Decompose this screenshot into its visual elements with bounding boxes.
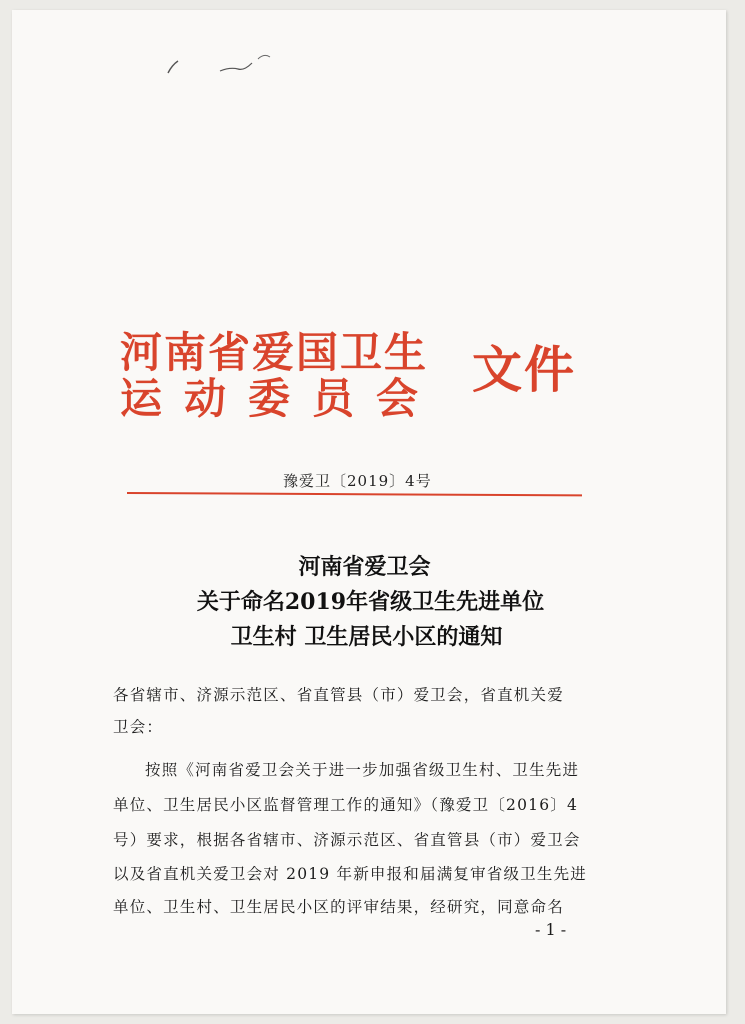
pen-mark <box>160 45 290 85</box>
title-line-3: 卫生村 卫生居民小区的通知 <box>230 624 503 650</box>
paragraph-line-4: 以及省直机关爱卫会对 2019 年新申报和届满复审省级卫生先进 <box>113 865 588 883</box>
issuer-name-line-1: 河南省爱国卫生 <box>120 328 429 377</box>
document-number: 豫爱卫〔2019〕4号 <box>283 472 432 490</box>
bleed-through-text <box>138 150 698 174</box>
salutation-line-2: 卫会： <box>113 718 164 736</box>
title-line-2: 关于命名2019年省级卫生先进单位 <box>196 589 545 615</box>
paragraph-line-2: 单位、卫生居民小区监督管理工作的通知》（豫爱卫〔2016〕4 <box>113 796 579 814</box>
paragraph-line-3: 号）要求，根据各省辖市、济源示范区、省直管县（市）爱卫会 <box>113 831 581 849</box>
paragraph-line-5: 单位、卫生村、卫生居民小区的评审结果，经研究，同意命名 <box>113 898 564 916</box>
page-number: - 1 - <box>535 920 567 939</box>
salutation-line-1: 各省辖市、济源示范区、省直管县（市）爱卫会，省直机关爱 <box>113 686 564 704</box>
issuer-name-line-2: 运动委员会 <box>120 374 441 423</box>
paragraph-line-1: 按照《河南省爱卫会关于进一步加强省级卫生村、卫生先进 <box>145 761 580 779</box>
title-line-1: 河南省爱卫会 <box>298 554 431 580</box>
document-type-label: 文件 <box>472 340 576 399</box>
